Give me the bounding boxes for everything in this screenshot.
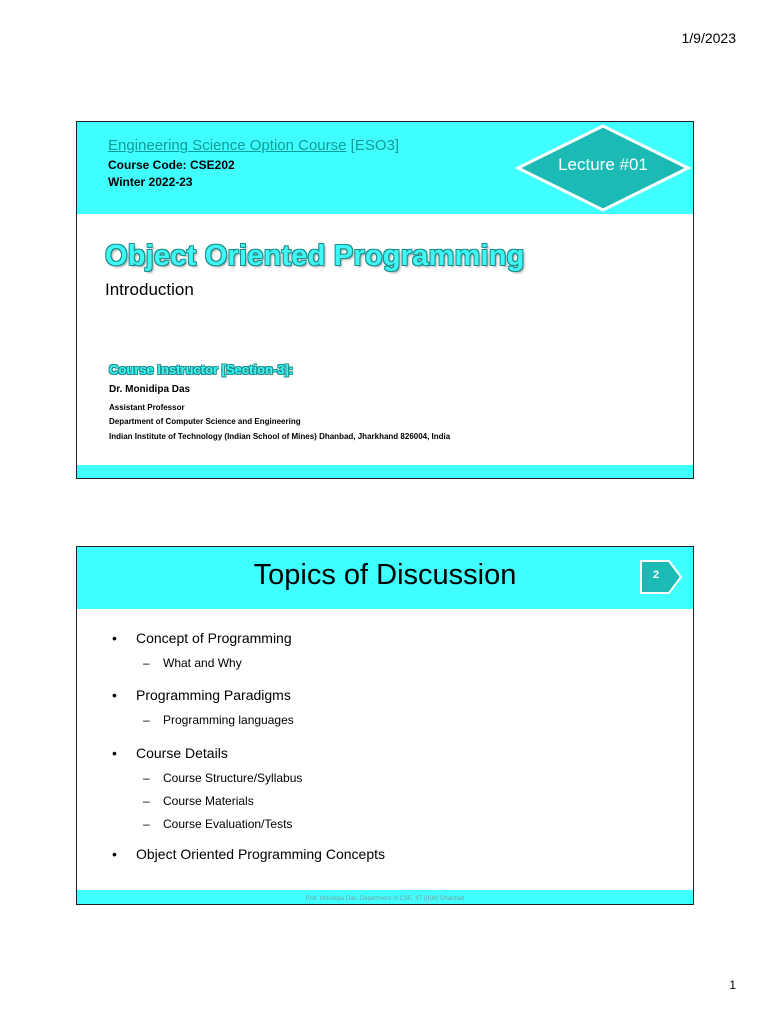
- slide-footer-text: Prof. Monidipa Das, Department of CSE, IIT (ISM) Dhanbad: [305, 896, 465, 902]
- course-code: Course Code: CSE202: [108, 158, 235, 172]
- list-item-text: Course Details: [136, 745, 228, 761]
- slide-subtitle: Introduction: [105, 280, 194, 299]
- instructor-name: Dr. Monidipa Das: [109, 384, 191, 395]
- slide-footer-band: [77, 465, 693, 478]
- instructor-institute: Indian Institute of Technology (Indian School of Mines) Dhanbad, Jharkhand 826004, India: [109, 432, 451, 441]
- instructor-label: Course Instructor [Section-3]:: [109, 362, 294, 377]
- dash-icon: –: [143, 656, 150, 670]
- slide-title: Object Oriented Programming: [105, 240, 525, 272]
- sub-list-item-text: Programming languages: [163, 713, 294, 727]
- lecture-number: Lecture #01: [558, 155, 648, 174]
- dash-icon: –: [143, 817, 150, 831]
- sub-list-item-text: Course Structure/Syllabus: [163, 771, 303, 785]
- topics-list: [77, 547, 693, 904]
- page-number: 1: [729, 978, 736, 992]
- dash-icon: –: [143, 794, 150, 808]
- instructor-department: Department of Computer Science and Engineering: [109, 417, 301, 426]
- page-date: 1/9/2023: [681, 30, 736, 46]
- sub-list-item-text: Course Materials: [163, 794, 254, 808]
- sub-list-item-text: What and Why: [163, 656, 242, 670]
- course-name-line: [108, 137, 399, 154]
- bullet-icon: •: [112, 846, 117, 862]
- slide-title: Topics of Discussion: [253, 559, 517, 591]
- dash-icon: –: [143, 713, 150, 727]
- topics-slide: [76, 546, 694, 905]
- bullet-icon: •: [112, 630, 117, 646]
- sub-list-item-text: Course Evaluation/Tests: [163, 817, 293, 831]
- list-item-text: Concept of Programming: [136, 630, 292, 646]
- course-term: Winter 2022-23: [108, 175, 193, 189]
- list-item-text: Programming Paradigms: [136, 687, 291, 703]
- bullet-icon: •: [112, 745, 117, 761]
- list-item-text: Object Oriented Programming Concepts: [136, 846, 385, 862]
- slide-number: 2: [652, 569, 660, 581]
- dash-icon: –: [143, 771, 150, 785]
- instructor-designation: Assistant Professor: [109, 403, 185, 412]
- course-tag: [ESO3]: [350, 137, 400, 154]
- bullet-icon: •: [112, 687, 117, 703]
- course-name: Engineering Science Option Course: [108, 137, 347, 154]
- title-slide: [76, 121, 694, 479]
